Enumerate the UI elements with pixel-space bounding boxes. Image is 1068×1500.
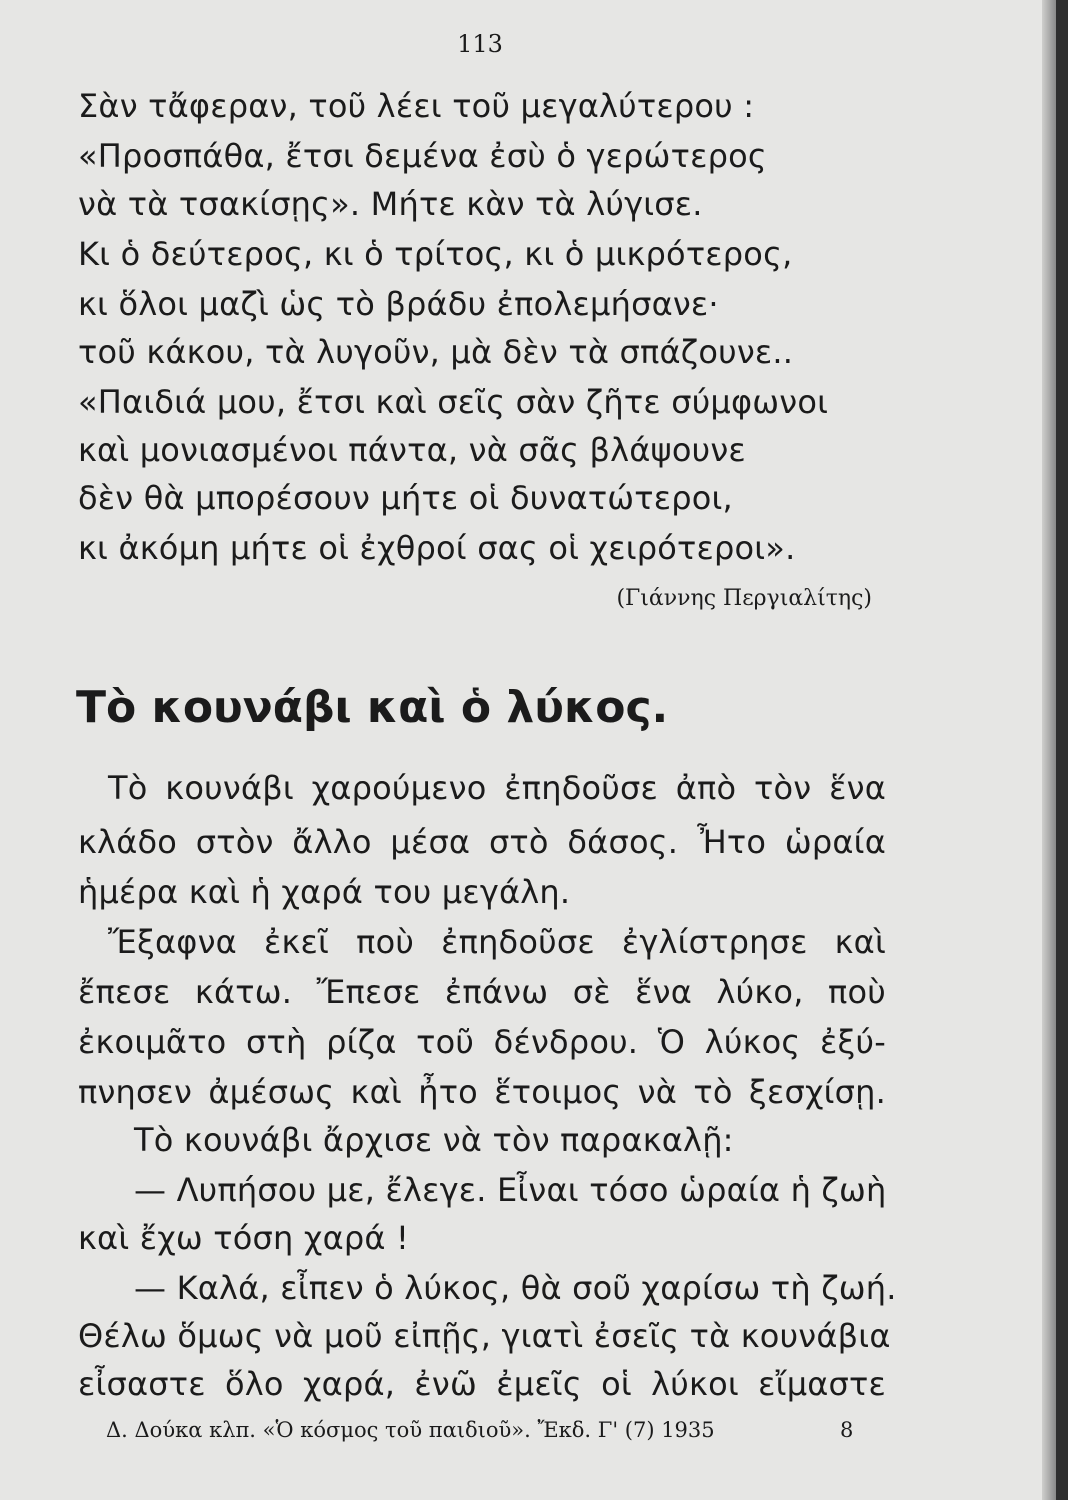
poem-line: κι ἀκόμη μήτε οἱ ἐχθροί σας οἱ χειρότεροι». (78, 529, 796, 567)
story-line: ἐκοιμᾶτο στὴ ρίζα τοῦ δένδρου. Ὁ λύκος ἐξύ- (78, 1023, 886, 1061)
poem-line: κι ὅλοι μαζὶ ὡς τὸ βράδυ ἐπολεμήσανε· (78, 285, 719, 323)
page-edge (1042, 0, 1056, 1500)
poem-line: νὰ τὰ τσακίσῃς». Μήτε κὰν τὰ λύγισε. (78, 185, 703, 223)
story-line: εἶσαστε ὅλο χαρά, ἐνῶ ἐμεῖς οἱ λύκοι εἴμαστε (78, 1365, 886, 1403)
story-line: — Λυπήσου με, ἔλεγε. Εἶναι τόσο ὡραία ἡ ζωὴ (134, 1171, 887, 1209)
poem-attribution: (Γιάννης Περγιαλίτης) (616, 586, 872, 611)
poem-line: «Προσπάθα, ἔτσι δεμένα ἐσὺ ὁ γερώτερος (78, 137, 767, 175)
story-title: Τὸ κουνάβι καὶ ὁ λύκος. (76, 682, 669, 733)
story-line: Τὸ κουνάβι χαρούμενο ἐπηδοῦσε ἀπὸ τὸν ἕνα (108, 769, 886, 807)
poem-line: Κι ὁ δεύτερος, κι ὁ τρίτος, κι ὁ μικρότερος, (78, 235, 793, 273)
story-line: Ἔξαφνα ἐκεῖ ποὺ ἐπηδοῦσε ἐγλίστρησε καὶ (108, 923, 886, 961)
story-line: κλάδο στὸν ἄλλο μέσα στὸ δάσος. Ἦτο ὡραία (78, 823, 886, 861)
poem-line: δὲν θὰ μπορέσουν μήτε οἱ δυνατώτεροι, (78, 479, 733, 517)
story-line: Τὸ κουνάβι ἄρχισε νὰ τὸν παρακαλῇ: (134, 1121, 734, 1159)
story-line: πνησεν ἀμέσως καὶ ἦτο ἕτοιμος νὰ τὸ ξεσχίσῃ. (78, 1073, 886, 1111)
poem-line: καὶ μονιασμένοι πάντα, νὰ σᾶς βλάψουνε (78, 431, 746, 469)
poem-line: τοῦ κάκου, τὰ λυγοῦν, μὰ δὲν τὰ σπάζουνε.. (78, 333, 794, 371)
poem-line: «Παιδιά μου, ἔτσι καὶ σεῖς σὰν ζῆτε σύμφωνοι (78, 383, 829, 421)
story-line: ἔπεσε κάτω. Ἔπεσε ἐπάνω σὲ ἕνα λύκο, ποὺ (78, 973, 886, 1011)
page-footer: Δ. Δούκα κλπ. «Ὁ κόσμος τοῦ παιδιοῦ». Ἔκδ. Γ' (7) 1935 (106, 1418, 715, 1442)
poem-line: Σὰν τἄφεραν, τοῦ λέει τοῦ μεγαλύτερου : (78, 87, 755, 125)
page-number: 113 (457, 30, 503, 58)
story-line: καὶ ἔχω τόση χαρά ! (78, 1219, 410, 1257)
signature-mark: 8 (840, 1418, 854, 1442)
story-line: Θέλω ὅμως νὰ μοῦ εἰπῇς, γιατὶ ἐσεῖς τὰ κουνάβια (78, 1317, 891, 1355)
story-line: — Καλά, εἶπεν ὁ λύκος, θὰ σοῦ χαρίσω τὴ ζωή. (134, 1269, 897, 1307)
story-line: ἡμέρα καὶ ἡ χαρά του μεγάλη. (78, 873, 571, 911)
